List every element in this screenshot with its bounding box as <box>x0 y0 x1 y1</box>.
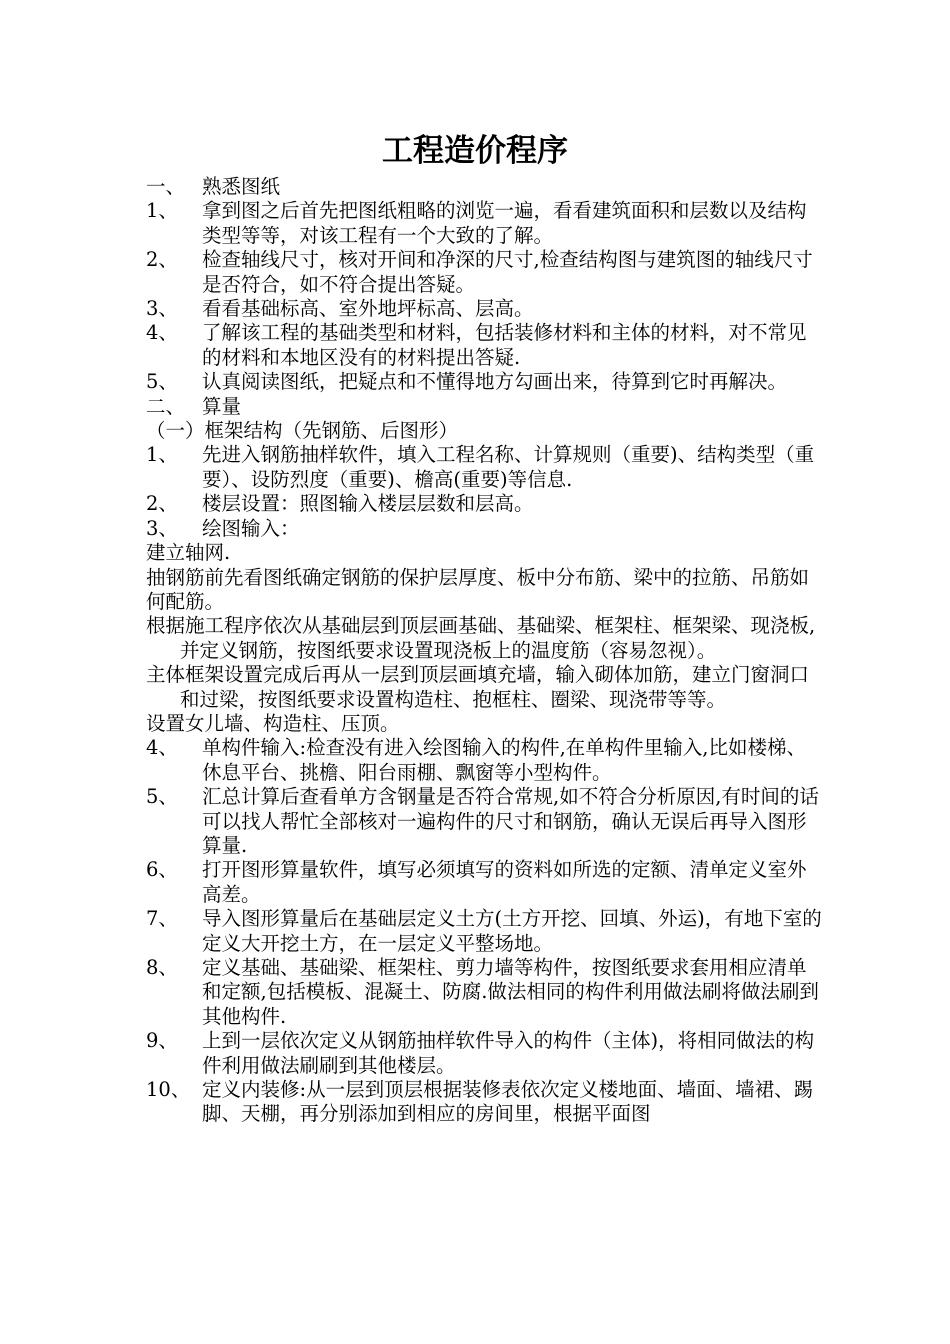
list-item <box>146 517 824 541</box>
paragraph <box>146 712 824 736</box>
item-text: 看看基础标高、室外地坪标高、层高。 <box>202 297 534 321</box>
list-item <box>146 492 824 516</box>
list-item <box>146 1078 824 1127</box>
paragraph <box>146 663 824 712</box>
section-number: 二、 <box>146 394 186 418</box>
item-text: 绘图输入： <box>202 516 300 540</box>
item-text: 楼层设置：照图输入楼层层数和层高。 <box>202 492 534 516</box>
paragraph-text: 设置女儿墙、构造柱、压顶。 <box>146 711 400 735</box>
item-number: 3、 <box>146 516 178 540</box>
paragraph <box>146 614 824 663</box>
list-item <box>146 297 824 321</box>
item-number: 4、 <box>146 736 178 760</box>
paragraph-text: 根据施工程序依次从基础层到顶层画基础、基础梁、框架柱、框架梁、现浇板,并定义钢筋，按图纸要求设置现浇板上的温度筋（容易忽视）。 <box>146 614 816 662</box>
item-text: 上到一层依次定义从钢筋抽样软件导入的构件（主体)，将相同做法的构件利用做法刷刷到其他楼层。 <box>202 1029 815 1077</box>
item-number: 1、 <box>146 443 178 467</box>
item-number: 8、 <box>146 956 178 979</box>
item-text: 检查轴线尺寸，核对开间和净深的尺寸,检查结构图与建筑图的轴线尺寸是否符合，如不符合提出答疑。 <box>202 248 813 296</box>
item-text: 单构件输入:检查没有进入绘图输入的构件,在单构件里输入,比如楼梯、休息平台、挑檐、阳台雨棚、飘窗等小型构件。 <box>202 736 806 784</box>
list-item <box>146 736 824 785</box>
item-number: 3、 <box>146 297 178 321</box>
list-item <box>146 956 824 1029</box>
item-number: 6、 <box>146 858 178 882</box>
item-number: 7、 <box>146 907 178 931</box>
paragraph-text: 主体框架设置完成后再从一层到顶层画填充墙，输入砌体加筋，建立门窗洞口和过梁，按图纸要求设置构造柱、抱框柱、圈梁、现浇带等等。 <box>146 663 810 711</box>
list-item <box>146 370 824 394</box>
document-body <box>146 175 824 1127</box>
section-title: 算量 <box>202 394 242 418</box>
item-text: 先进入钢筋抽样软件，填入工程名称、计算规则（重要)、结构类型（重要）、设防烈度（重要)、檐高(重要)等信息. <box>202 443 815 491</box>
item-text: 定义内装修:从一层到顶层根据装修表依次定义楼地面、墙面、墙裙、踢脚、天棚，再分别添加到相应的房间里，根据平面图 <box>202 1078 814 1126</box>
section-number: 一、 <box>146 175 186 198</box>
item-text: 认真阅读图纸，把疑点和不懂得地方勾画出来，待算到它时再解决。 <box>202 370 788 394</box>
item-text: 了解该工程的基础类型和材料，包括装修材料和主体的材料，对不常见的材料和本地区没有的材料提出答疑. <box>202 321 807 369</box>
item-number: 4、 <box>146 321 178 345</box>
list-item <box>146 858 824 907</box>
section-title: 熟悉图纸 <box>202 175 281 198</box>
section-heading-2 <box>146 395 824 419</box>
paragraph-text: 建立轴网. <box>146 541 231 565</box>
paragraph <box>146 541 824 565</box>
item-text: 导入图形算量后在基础层定义土方(土方开挖、回填、外运)，有地下室的定义大开挖土方，在一层定义平整场地。 <box>202 907 822 955</box>
list-item <box>146 785 824 858</box>
list-item <box>146 907 824 956</box>
item-number: 2、 <box>146 248 178 272</box>
subsection-title: （一）框架结构（先钢筋、后图形） <box>146 419 459 443</box>
list-item <box>146 248 824 297</box>
item-number: 2、 <box>146 492 178 516</box>
item-number: 10、 <box>146 1078 191 1102</box>
list-item <box>146 199 824 248</box>
document-title: 工程造价程序 <box>382 133 568 169</box>
list-item <box>146 443 824 492</box>
item-number: 5、 <box>146 370 178 394</box>
subsection-heading <box>146 419 824 443</box>
item-text: 打开图形算量软件，填写必须填写的资料如所选的定额、清单定义室外高差。 <box>202 858 807 906</box>
list-item <box>146 321 824 370</box>
paragraph <box>146 566 824 615</box>
item-number: 1、 <box>146 199 178 223</box>
paragraph-text: 抽钢筋前先看图纸确定钢筋的保护层厚度、板中分布筋、梁中的拉筋、吊筋如何配筋。 <box>146 565 810 613</box>
item-number: 9、 <box>146 1029 178 1053</box>
item-text: 汇总计算后查看单方含钢量是否符合常规,如不符合分析原因,有时间的话可以找人帮忙全部核对一遍构件的尺寸和钢筋，确认无误后再导入图形算量. <box>202 785 819 857</box>
section-heading-1 <box>146 175 824 199</box>
list-item <box>146 1029 824 1078</box>
item-text: 拿到图之后首先把图纸粗略的浏览一遍，看看建筑面积和层数以及结构类型等等，对该工程有一个大致的了解。 <box>202 199 807 247</box>
item-text: 定义基础、基础梁、框架柱、剪力墙等构件，按图纸要求套用相应清单和定额,包括模板、混凝土、防腐.做法相同的构件利用做法刷将做法刷到其他构件. <box>202 956 819 1028</box>
item-number: 5、 <box>146 785 178 809</box>
